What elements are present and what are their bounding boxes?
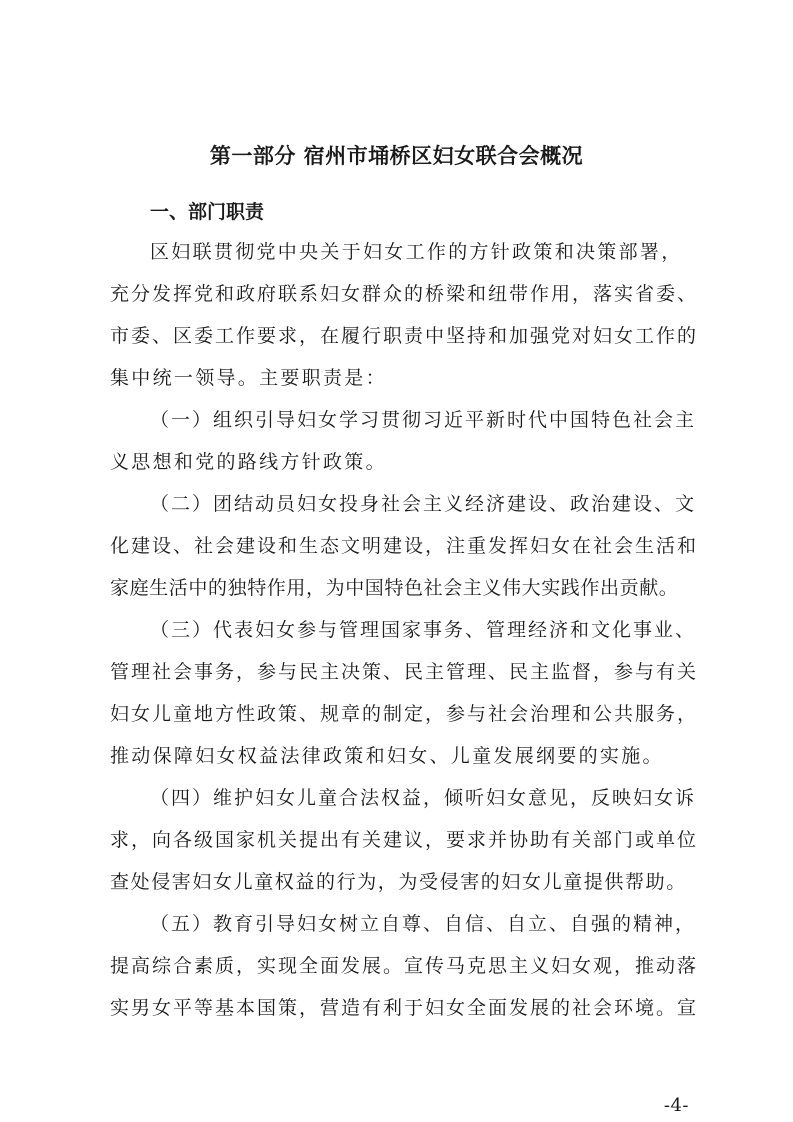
body-line: 家庭生活中的独特作用，为中国特色社会主义伟大实践作出贡献。 [110, 577, 679, 599]
body-line: 求，向各级国家机关提出有关建议，要求并协助有关部门或单位 [110, 829, 699, 851]
body-line: 妇女儿童地方性政策、规章的制定，参与社会治理和公共服务， [110, 703, 699, 725]
page-number: -4- [663, 1095, 689, 1116]
body-line: 提高综合素质，实现全面发展。宣传马克思主义妇女观，推动落 [110, 955, 699, 977]
body-line: 区妇联贯彻党中央关于妇女工作的方针政策和决策部署， [150, 241, 683, 263]
body-line: 管理社会事务，参与民主决策、民主管理、民主监督，参与有关 [110, 661, 699, 683]
body-line: （一）组织引导妇女学习贯彻习近平新时代中国特色社会主 [150, 409, 697, 431]
body-line: 实男女平等基本国策，营造有利于妇女全面发展的社会环境。宣 [110, 997, 699, 1019]
body-line: 查处侵害妇女儿童权益的行为，为受侵害的妇女儿童提供帮助。 [110, 871, 687, 893]
body-line: （四）维护妇女儿童合法权益，倾听妇女意见，反映妇女诉 [150, 787, 697, 809]
section-heading: 一、部门职责 [150, 201, 265, 223]
body-line: （二）团结动员妇女投身社会主义经济建设、政治建设、文 [150, 493, 697, 515]
body-line: 充分发挥党和政府联系妇女群众的桥梁和纽带作用，落实省委、 [110, 283, 699, 305]
body-line: （三）代表妇女参与管理国家事务、管理经济和文化事业、 [150, 619, 697, 641]
body-line: 推动保障妇女权益法律政策和妇女、儿童发展纲要的实施。 [110, 745, 664, 767]
body-line: （五）教育引导妇女树立自尊、自信、自立、自强的精神， [150, 913, 697, 935]
body-line: 市委、区委工作要求，在履行职责中坚持和加强党对妇女工作的 [110, 325, 699, 347]
body-line: 集中统一领导。主要职责是： [110, 367, 387, 389]
page-title: 第一部分 宿州市埇桥区妇女联合会概况 [209, 144, 584, 168]
body-line: 化建设、社会建设和生态文明建设，注重发挥妇女在社会生活和 [110, 535, 699, 557]
body-line: 义思想和党的路线方针政策。 [110, 451, 387, 473]
